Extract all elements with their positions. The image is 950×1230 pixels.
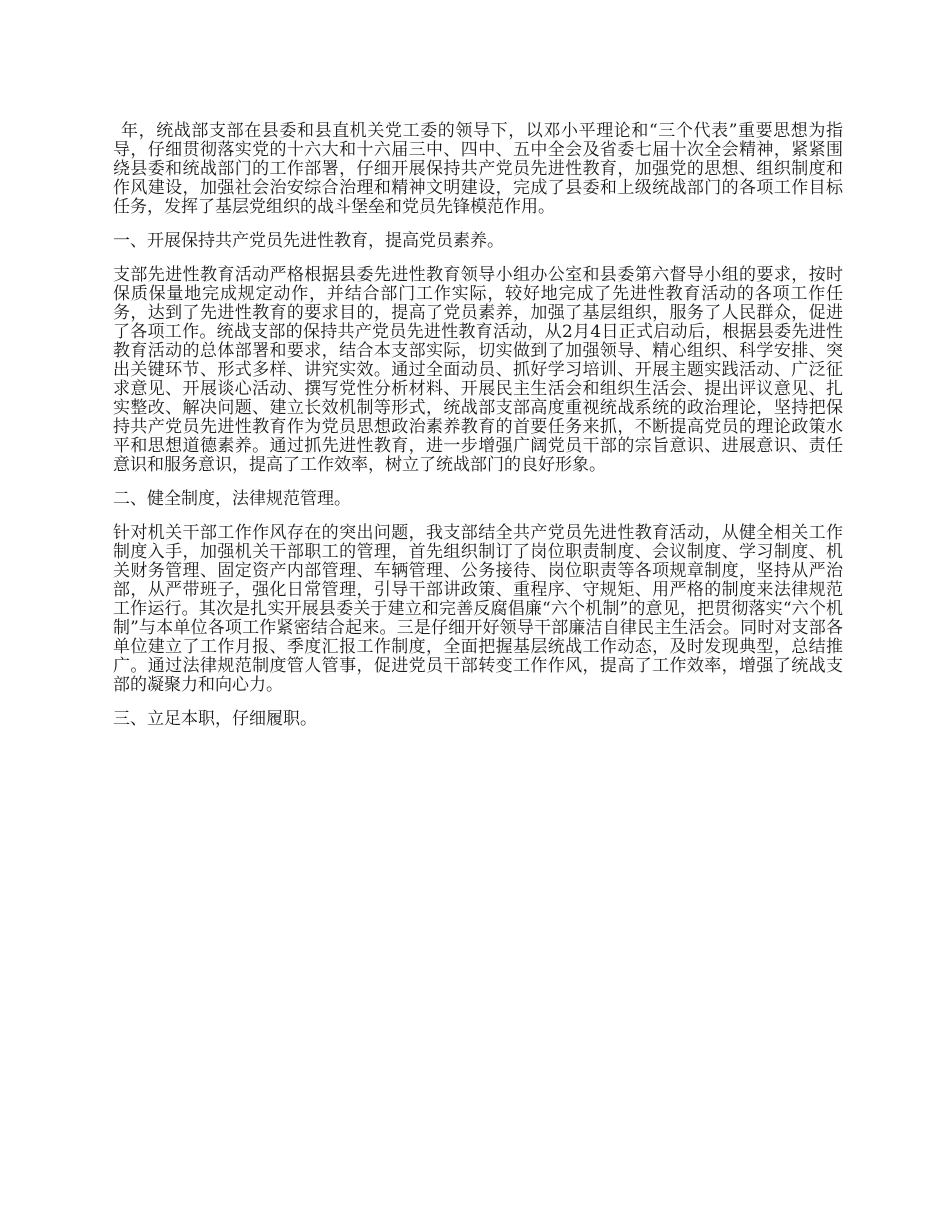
section-heading-3: 三、立足本职，仔细履职。 (113, 709, 317, 729)
intro-paragraph: 年，统战部支部在县委和县直机关党工委的领导下，以邓小平理论和“三个代表”重要思想为指导，仔细贯彻落实党的十六大和十六届三中、四中、五中全会及省委七届十次全会精神，紧紧围绕县委和统战部门的工作部署，仔细开展保持共产党员先进性教育，加强党的思想、组织制度和作风建设，加强社会治安综合治理和精神文明建设，完成了县委和上级统战部门的各项工作目标任务，发挥了基层党组织的战斗堡垒和党员先锋模范作用。 (113, 121, 843, 217)
section-heading-1: 一、开展保持共产党员先进性教育，提高党员素养。 (113, 231, 504, 251)
section-1-paragraph: 支部先进性教育活动严格根据县委先进性教育领导小组办公室和县委第六督导小组的要求，按时保质保量地完成规定动作，并结合部门工作实际，较好地完成了先进性教育活动的各项工作任务，达到了先进性教育的要求目的，提高了党员素养，加强了基层组织，服务了人民群众，促进了各项工作。统战支部的保持共产党员先进性教育活动，从2月4日正式启动后，根据县委先进性教育活动的总体部署和要求，结合本支部实际，切实做到了加强领导、精心组织、科学安排、突出关键环节、形式多样、讲究实效。通过全面动员、抓好学习培训、开展主题实践活动、广泛征求意见、开展谈心活动、撰写党性分析材料、开展民主生活会和组织生活会、提出评议意见、扎实整改、解决问题、建立长效机制等形式，统战部支部高度重视统战系统的政治理论，坚持把保持共产党员先进性教育作为党员思想政治素养教育的首要任务来抓，不断提高党员的理论政策水平和思想道德素养。通过抓先进性教育，进一步增强广阔党员干部的宗旨意识、进展意识、责任意识和服务意识，提高了工作效率，树立了统战部门的良好形象。 (113, 265, 843, 475)
section-2-paragraph: 针对机关干部工作作风存在的突出问题，我支部结全共产党员先进性教育活动，从健全相关工作制度入手，加强机关干部职工的管理，首先组织制订了岗位职责制度、会议制度、学习制度、机关财务管理、固定资产内部管理、车辆管理、公务接待、岗位职责等各项规章制度，坚持从严治部，从严带班子，强化日常管理，引导干部讲政策、重程序、守规矩、用严格的制度来法律规范工作运行。其次是扎实开展县委关于建立和完善反腐倡廉“六个机制”的意见，把贯彻落实“六个机制”与本单位各项工作紧密结合起来。三是仔细开好领导干部廉洁自律民主生活会。同时对支部各单位建立了工作月报、季度汇报工作制度，全面把握基层统战工作动态，及时发现典型，总结推广。通过法律规范制度管人管事，促进党员干部转变工作作风，提高了工作效率，增强了统战支部的凝聚力和向心力。 (113, 523, 843, 695)
section-heading-2: 二、健全制度，法律规范管理。 (113, 489, 351, 509)
document-page (113, 122, 843, 744)
